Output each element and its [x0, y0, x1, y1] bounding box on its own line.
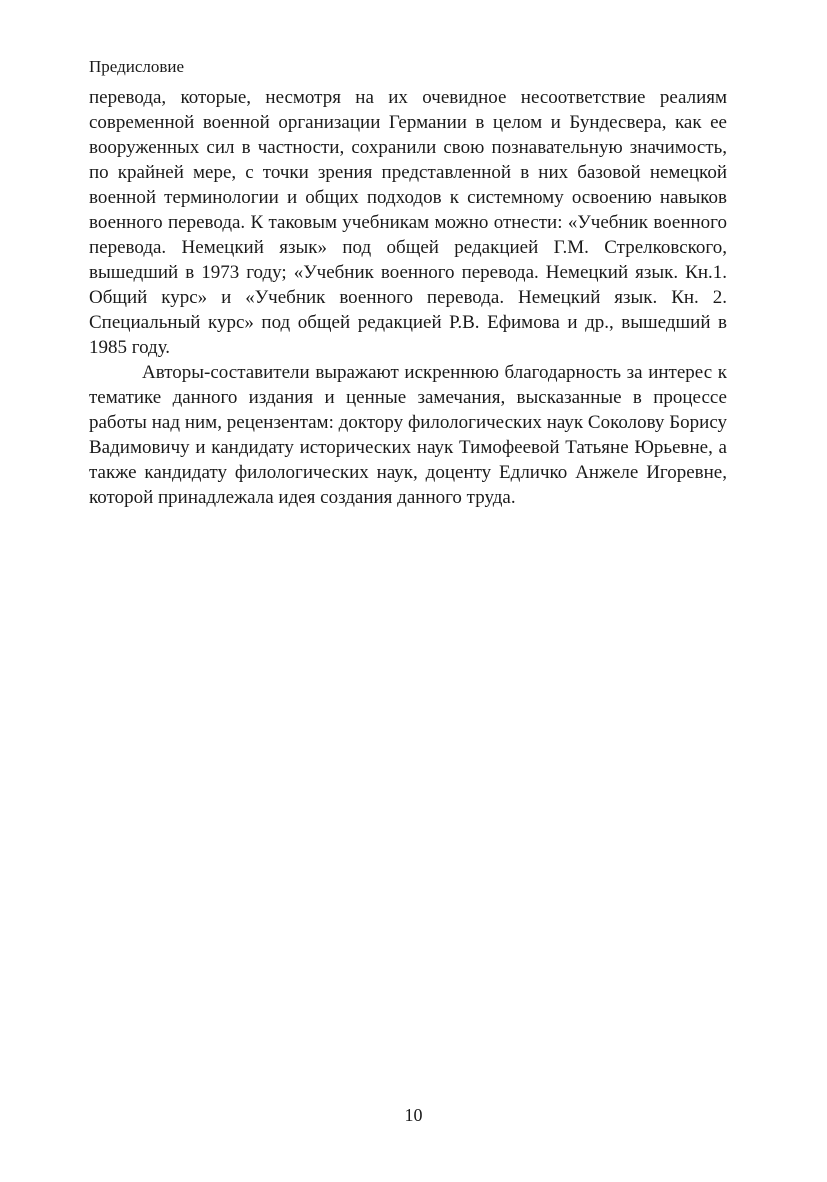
body-text — [89, 85, 727, 510]
page-number: 10 — [404, 1105, 423, 1125]
paragraph-acknowledgements: Авторы-составители выражают искреннюю благодарность за интерес к тематике данного издания и ценные замечания, высказанные в процессе работы над ним, рецензентам: доктору филологических наук Соколову Борису Вадимовичу и кандидату исторических наук Тимофеевой Татьяне Юрьевне, а также кандидату филологических наук, доценту Едличко Анжеле Игоревне, которой принадлежала идея создания данного труда. — [89, 362, 727, 508]
running-header: Предисловие — [89, 57, 185, 76]
paragraph-continuation: перевода, которые, несмотря на их очевидное несоответствие реалиям современной военной организации Германии в целом и Бундесвера, как ее вооруженных сил в частности, сохранили свою познавательную значимость, по крайней мере, с точки зрения представленной в них базовой немецкой военной терминологии и общих подходов к системному освоению навыков военного перевода. К таковым учебникам можно отнести: «Учебник военного перевода. Немецкий язык» под общей редакцией Г.М. Стрелковского, вышедший в 1973 году; «Учебник военного перевода. Немецкий язык. Кн.1. Общий курс» и «Учебник военного перевода. Немецкий язык. Кн. 2. Специальный курс» под общей редакцией Р.В. Ефимова и др., вышедший в 1985 году. — [89, 87, 727, 358]
